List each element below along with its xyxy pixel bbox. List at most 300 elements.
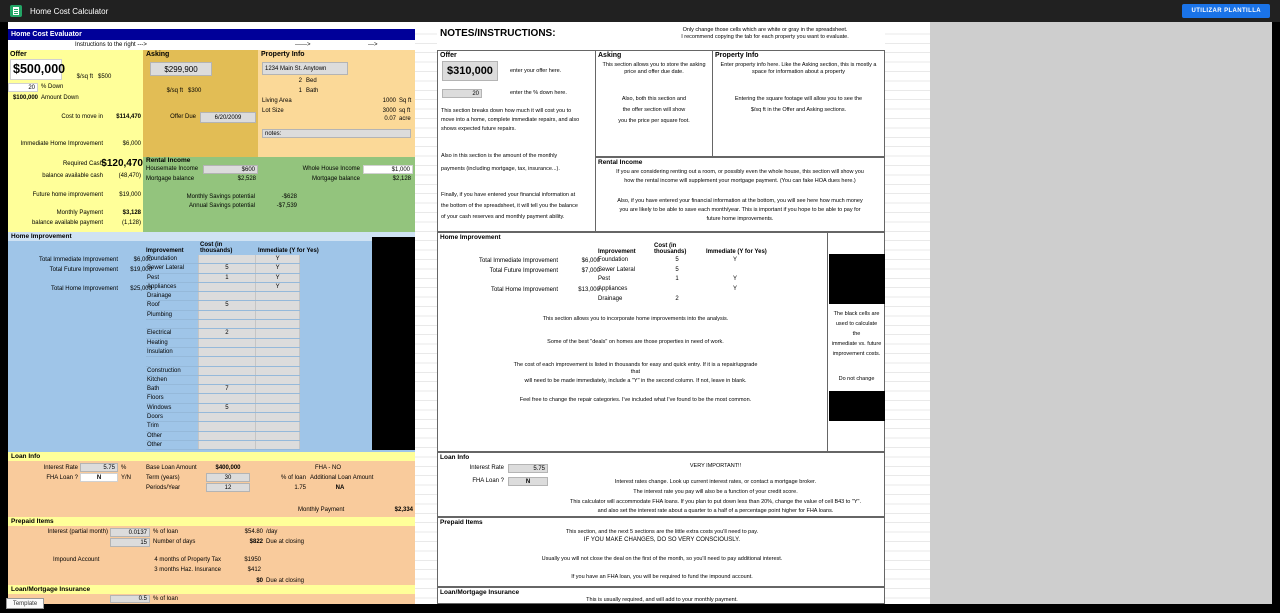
notes-property-p2a: Entering the square footage will allow you to see the xyxy=(734,96,863,102)
offer-price-cell[interactable]: $500,000 xyxy=(10,59,62,80)
amount-down-label: Amount Down xyxy=(41,95,79,101)
total-immediate-label: Total Immediate Improvement xyxy=(38,257,118,263)
prepaid-days-cell[interactable]: 15 xyxy=(110,538,150,547)
prepaid-section xyxy=(8,526,415,585)
improvement-immediate-cell[interactable] xyxy=(256,348,300,356)
balance-payment-label: balance available payment xyxy=(31,220,103,226)
notes-rental-box xyxy=(595,157,885,232)
notes-offer-down-cell[interactable]: 20 xyxy=(442,89,482,98)
base-loan-label: Base Loan Amount xyxy=(146,465,197,471)
improvement-immediate-cell[interactable] xyxy=(256,311,300,319)
improvement-cost-cell[interactable] xyxy=(198,422,257,430)
improvement-cost-cell[interactable] xyxy=(198,432,257,440)
use-template-button[interactable]: UTILIZAR PLANTILLA xyxy=(1182,4,1270,18)
notes-title: NOTES/INSTRUCTIONS: xyxy=(440,28,556,39)
notes-property-p1b: space for information about a property xyxy=(752,69,845,75)
improvement-name: Trim xyxy=(147,423,159,430)
improvement-cost-cell[interactable] xyxy=(198,348,257,356)
black-calc-block-left xyxy=(372,237,415,450)
notes-hi-p3b: that xyxy=(630,369,641,375)
improvement-immediate-cell[interactable] xyxy=(256,385,300,393)
rental-section xyxy=(143,157,415,232)
asking-header: Asking xyxy=(146,51,170,58)
improvement-row xyxy=(146,367,300,376)
improvement-row xyxy=(146,264,300,273)
notes-total-future-label: Total Future Improvement xyxy=(489,268,558,274)
improvement-immediate-cell[interactable] xyxy=(256,422,300,430)
improvement-cost: 1 xyxy=(675,276,679,283)
mortgage-balance2-value: $2,128 xyxy=(392,176,411,182)
property-tax-label: 4 months of Property Tax xyxy=(154,557,221,563)
improvement-row xyxy=(146,413,300,422)
improvement-immediate-cell[interactable]: Y xyxy=(256,283,300,291)
improvement-row xyxy=(598,266,769,276)
insurance-rate-unit: % of loan xyxy=(153,596,179,602)
notes-asking-p1b: price and offer due date. xyxy=(624,69,684,75)
balance-payment-value: (1,128) xyxy=(121,220,141,226)
notes-cell[interactable]: notes: xyxy=(262,129,411,138)
improvement-cost-cell[interactable] xyxy=(198,357,257,365)
notes-hi-box xyxy=(437,232,885,452)
future-hi-value: $19,000 xyxy=(119,192,141,198)
prepaid-band: Prepaid Items xyxy=(8,517,415,526)
improvement-row xyxy=(146,301,300,310)
improvement-row xyxy=(598,256,769,266)
offer-due-label: Offer Due xyxy=(170,114,196,120)
property-section xyxy=(258,50,415,157)
living-area-unit: Sq ft xyxy=(399,98,412,104)
notes-loan-p4: This calculator will accommodate FHA loans. If you plan to put down less than 20%, change the value of cell B43 to "Y". xyxy=(570,499,861,505)
improvement-cost-cell[interactable]: 5 xyxy=(198,404,257,412)
evaluator-banner xyxy=(8,29,415,40)
notes-hi-p4: Feel free to change the repair categories. I've included what I've found to be the most common. xyxy=(519,397,752,403)
page-background xyxy=(930,22,1272,604)
improvement-row xyxy=(146,376,300,385)
housemate-cell[interactable]: $600 xyxy=(203,165,258,174)
haz-insurance-value: $412 xyxy=(247,567,261,573)
doc-title: Home Cost Calculator xyxy=(30,7,109,16)
improvement-row xyxy=(146,311,300,320)
improvement-row xyxy=(146,422,300,431)
interest-rate-label: Interest Rate xyxy=(43,465,78,471)
notes-top-line2: I recommend copying the tab for each property you want to evaluate. xyxy=(681,34,849,40)
improvement-row xyxy=(146,292,300,301)
improvement-cost-cell[interactable] xyxy=(198,283,257,291)
prepaid-rate-cell[interactable]: 0.0137 xyxy=(110,528,150,537)
improvement-row xyxy=(598,295,769,305)
notes-prepaid-box xyxy=(437,517,885,587)
improvement-immediate-cell[interactable] xyxy=(256,394,300,402)
notes-asking-p2b: the offer section will show xyxy=(622,107,686,113)
notes-prepaid-p1: This section, and the next 5 sections are the little extra costs you'll need to pay. xyxy=(565,529,759,535)
improvement-name: Sewer Lateral xyxy=(147,265,185,272)
prepaid-due2-value: $0 xyxy=(256,578,263,584)
notes-total-future-value: $7,000 xyxy=(581,268,600,274)
improvement-name: Other xyxy=(147,432,163,439)
notes-insurance-p1: This is usually required, and will add to your monthly payment. xyxy=(586,597,738,603)
monthly-savings-label: Monthly Savings potential xyxy=(186,194,255,200)
notes-offer-p3a: Finally, if you have entered your financial information at xyxy=(441,192,576,198)
property-header: Property Info xyxy=(261,51,305,58)
improvement-name: Foundation xyxy=(147,256,178,262)
improvement-name: Insulation xyxy=(147,348,173,355)
improvement-immediate xyxy=(701,295,769,305)
home-improvement-band: Home Improvement xyxy=(8,232,415,241)
immediate-hi-label: Immediate Home Improvement xyxy=(20,141,103,147)
improvement-row xyxy=(146,394,300,403)
acre-unit: acre xyxy=(399,116,411,122)
improvement-name: Roof xyxy=(147,302,160,309)
offer-header: Offer xyxy=(10,51,27,58)
hi-col-cost-1: Cost (in xyxy=(200,242,223,248)
improvement-name: Appliances xyxy=(147,283,177,290)
improvement-name: Foundation xyxy=(598,257,629,263)
improvement-immediate-cell[interactable] xyxy=(256,339,300,347)
improvement-immediate-cell[interactable] xyxy=(256,441,300,449)
side-note-2: used to calculate xyxy=(835,321,878,327)
improvement-name: Pest xyxy=(147,274,160,281)
total-future-value: $19,000 xyxy=(130,267,152,273)
bath-value: 1 xyxy=(298,88,302,94)
notes-property-header: Property Info xyxy=(715,52,759,59)
prepaid-rate-unit: % of loan xyxy=(153,529,179,535)
lot-size-value: 3000 xyxy=(382,108,396,114)
fha-loan-cell[interactable]: N xyxy=(80,473,118,482)
bed-value: 2 xyxy=(298,78,302,84)
prepaid-due1-label: Due at closing xyxy=(266,539,305,545)
lot-size-unit: sq ft xyxy=(399,108,411,114)
improvement-immediate-cell[interactable] xyxy=(256,329,300,337)
cost-move-value: $114,470 xyxy=(116,114,141,120)
black-calc-block-top xyxy=(829,254,885,304)
arrow-long: ------> xyxy=(295,42,311,48)
improvement-cost-cell[interactable] xyxy=(198,376,257,384)
arrow-short: ---> xyxy=(368,42,378,48)
notes-hi-col-cost-1: Cost (in xyxy=(654,243,677,249)
pct-loan-value: 1.75 xyxy=(294,485,306,491)
notes-fha-cell[interactable]: N xyxy=(508,477,548,486)
insurance-band: Loan/Mortgage Insurance xyxy=(8,585,415,594)
prepaid-interest-label: Interest (partial month) xyxy=(47,529,108,535)
notes-loan-p3: The interest rate you pay will also be a function of your credit score. xyxy=(633,489,798,495)
monthly-savings-value: -$628 xyxy=(281,194,297,200)
interest-rate-cell[interactable]: 5.75 xyxy=(80,463,118,472)
notes-offer-p1c: shows expected future repairs. xyxy=(441,126,516,132)
sheet-tab-template[interactable]: Template xyxy=(6,598,44,609)
evaluator-title: Home Cost Evaluator xyxy=(11,31,82,38)
improvement-row xyxy=(146,283,300,292)
home-improvement-section xyxy=(8,232,415,452)
offer-section xyxy=(8,50,143,232)
bed-label: Bed xyxy=(306,78,317,84)
prepaid-due2-label: Due at closing xyxy=(266,578,305,584)
side-note-do-not-change: Do not change xyxy=(838,376,875,382)
notes-offer-p2a: Also in this section is the amount of the monthly xyxy=(441,153,558,159)
notes-prepaid-p4: If you have an FHA loan, you will be required to fund the impound account. xyxy=(571,574,753,580)
improvement-name: Floors xyxy=(147,395,164,402)
down-pct-cell[interactable]: 20 xyxy=(8,83,38,92)
improvement-table xyxy=(146,255,300,450)
improvement-cost-cell[interactable] xyxy=(198,255,257,263)
future-hi-label: Future home improvement xyxy=(32,192,103,198)
mortgage-balance2-label: Mortgage balance xyxy=(311,176,360,182)
prepaid-per-day-unit: /day xyxy=(266,529,278,535)
notes-hi-header: Home Improvement xyxy=(440,234,501,241)
improvement-immediate-cell[interactable]: Y xyxy=(256,255,300,263)
whole-house-label: Whole House Income xyxy=(302,166,360,172)
improvement-name: Drainage xyxy=(147,293,172,300)
improvement-cost-cell[interactable] xyxy=(198,292,257,300)
interest-rate-unit: % xyxy=(121,465,127,471)
notes-property-p1a: Enter property info here. Like the Asking section, this is mostly a xyxy=(720,62,877,68)
prepaid-days-label: Number of days xyxy=(153,539,196,545)
improvement-immediate-cell[interactable] xyxy=(256,292,300,300)
balance-cash-value: (48,470) xyxy=(118,173,141,179)
improvement-immediate-cell[interactable] xyxy=(256,367,300,375)
offer-due-cell[interactable]: 6/20/2009 xyxy=(200,112,256,123)
improvement-cost: 5 xyxy=(675,266,679,273)
asking-price-cell[interactable]: $299,900 xyxy=(150,62,212,76)
down-pct-label: % Down xyxy=(41,84,64,90)
bottom-bar xyxy=(0,604,1280,613)
sheets-icon xyxy=(10,5,22,17)
notes-hi-p3a: The cost of each improvement is listed in thousands for easy and quick entry. If it is a repair/upgrade xyxy=(513,362,758,368)
living-area-label: Living Area xyxy=(262,98,292,104)
term-cell[interactable]: 30 xyxy=(206,473,250,482)
improvement-cost: 5 xyxy=(675,257,679,263)
side-note-5: improvement costs. xyxy=(832,351,881,357)
improvement-row xyxy=(598,285,769,295)
periods-cell[interactable]: 12 xyxy=(206,483,250,492)
improvement-name: Bath xyxy=(147,386,160,393)
side-note-1: The black cells are xyxy=(833,311,880,317)
improvement-name: Drainage xyxy=(598,295,623,302)
empty-column-gap xyxy=(415,25,437,604)
notes-hi-col-improvement: Improvement xyxy=(598,249,636,255)
improvement-cost-cell[interactable]: 2 xyxy=(198,329,257,337)
improvement-cost-cell[interactable] xyxy=(198,413,257,421)
improvement-row xyxy=(146,329,300,338)
notes-property-p2b: $/sq ft in the Offer and Asking sections. xyxy=(750,107,847,113)
fha-loan-label: FHA Loan ? xyxy=(46,475,78,481)
notes-prepaid-header: Prepaid Items xyxy=(440,519,483,526)
improvement-cost-cell[interactable]: 5 xyxy=(198,264,257,272)
notes-loan-box xyxy=(437,452,885,517)
loan-monthly-payment-label: Monthly Payment xyxy=(298,507,345,513)
improvement-name: Construction xyxy=(147,367,181,374)
improvement-cost: 2 xyxy=(675,295,679,302)
improvement-immediate xyxy=(701,266,769,276)
loan-monthly-payment-value: $2,334 xyxy=(394,507,413,513)
notes-fha-label: FHA Loan ? xyxy=(472,478,504,484)
improvement-cost-cell[interactable] xyxy=(198,441,257,449)
notes-asking-p2a: Also, both this section and xyxy=(621,96,687,102)
improvement-cost-cell[interactable] xyxy=(198,394,257,402)
notes-rental-p2b: you are likely to be able to save each month/year. This is important if you hope to be able to pay for xyxy=(619,207,861,213)
empty-columns-right xyxy=(885,25,930,604)
notes-offer-p3b: the bottom of the spreadsheet, it will tell you the balance xyxy=(441,203,578,209)
notes-loan-p2: Interest rates change. Look up current interest rates, or contact a mortgage broker. xyxy=(614,479,817,485)
notes-hi-col-immediate: Immediate (Y for Yes) xyxy=(706,249,767,255)
required-cash-value: $120,470 xyxy=(101,158,143,169)
additional-loan-label: Additional Loan Amount xyxy=(310,475,374,481)
improvement-name: Sewer Lateral xyxy=(598,266,636,273)
offer-sqft-label: $/sq ft xyxy=(76,74,93,80)
whole-house-cell[interactable]: $1,000 xyxy=(363,165,413,174)
total-immediate-value: $6,000 xyxy=(133,257,152,263)
notes-rental-p1b: how the rental income will supplement your mortgage payment. (You can fake HOA dues here.) xyxy=(624,178,856,184)
asking-sqft-value: $300 xyxy=(188,88,202,94)
notes-top-line1: Only change those cells which are white or gray in the spreadsheet. xyxy=(682,27,848,33)
improvement-immediate-cell[interactable]: Y xyxy=(256,264,300,272)
improvement-cost-cell[interactable]: 7 xyxy=(198,385,257,393)
notes-loan-p5: and also set the interest rate about a quarter to a half of a percentage point higher for FHA loans. xyxy=(597,508,834,514)
pct-loan-label: % of loan xyxy=(280,475,306,481)
notes-offer-down-hint: enter the % down here. xyxy=(510,90,567,96)
side-note-3: the xyxy=(852,331,861,337)
prepaid-due1-value: $822 xyxy=(249,539,263,545)
improvement-name: Other xyxy=(147,441,163,448)
left-frame-edge xyxy=(0,22,8,613)
impound-label: Impound Account xyxy=(53,557,100,563)
notes-interest-cell[interactable]: 5.75 xyxy=(508,464,548,473)
notes-prepaid-p3: Usually you will not close the deal on the first of the month, so you'll need to pay additional interest. xyxy=(541,556,783,562)
notes-prepaid-p2: IF YOU MAKE CHANGES, DO SO VERY CONSCIOUSLY. xyxy=(583,537,741,543)
notes-asking-p1a: This section allows you to store the asking xyxy=(602,62,706,68)
notes-offer-header: Offer xyxy=(440,52,457,59)
improvement-immediate-cell[interactable] xyxy=(256,320,300,328)
loan-info-band: Loan Info xyxy=(8,452,415,461)
improvement-immediate-cell[interactable] xyxy=(256,432,300,440)
address-cell[interactable]: 1234 Main St. Anytown xyxy=(262,62,348,75)
notes-hi-p2: Some of the best "deals" on homes are those properties in need of work. xyxy=(547,339,724,345)
improvement-row xyxy=(146,320,300,329)
improvement-cost-cell[interactable] xyxy=(198,320,257,328)
haz-insurance-label: 3 months Haz. Insurance xyxy=(154,567,221,573)
notes-hi-col-cost-2: thousands) xyxy=(654,249,687,255)
improvement-cost-cell[interactable] xyxy=(198,367,257,375)
improvement-immediate-cell[interactable] xyxy=(256,301,300,309)
improvement-cost xyxy=(653,285,701,295)
improvement-row xyxy=(146,385,300,394)
notes-rental-header: Rental Income xyxy=(598,159,643,166)
improvement-immediate-cell[interactable] xyxy=(256,413,300,421)
balance-cash-label: balance available cash xyxy=(42,173,103,179)
improvement-immediate: Y xyxy=(732,276,737,283)
prepaid-per-day: $54.80 xyxy=(244,529,263,535)
mortgage-balance1-value: $2,528 xyxy=(237,176,256,182)
notes-offer-p1b: move into a home, complete immediate repairs, and also xyxy=(441,117,580,123)
notes-asking-box xyxy=(595,50,713,157)
improvement-name: Plumbing xyxy=(147,311,173,318)
housemate-label: Housemate Income xyxy=(146,166,199,172)
notes-offer-box xyxy=(437,50,596,232)
asking-sqft-label: $/sq ft xyxy=(166,88,183,94)
notes-improvement-table xyxy=(598,256,769,304)
improvement-immediate-cell[interactable] xyxy=(256,376,300,384)
notes-total-immediate-value: $6,000 xyxy=(581,258,600,264)
rental-header: Rental Income xyxy=(146,157,191,164)
notes-hi-p3c: will need to be made immediately, include a "Y" in the second column. If not, leave in blank. xyxy=(524,378,747,384)
cost-move-label: Cost to move in xyxy=(61,114,103,120)
improvement-row xyxy=(146,339,300,348)
total-home-label: Total Home Improvement xyxy=(50,286,118,292)
improvement-name: Pest xyxy=(598,276,611,283)
improvement-immediate: Y xyxy=(732,286,737,293)
notes-property-box xyxy=(712,50,885,157)
improvement-row xyxy=(146,255,300,264)
improvement-row xyxy=(146,432,300,441)
amount-down-value: $100,000 xyxy=(12,95,38,101)
improvement-cost-cell[interactable]: 5 xyxy=(198,301,257,309)
annual-savings-value: -$7,539 xyxy=(276,203,297,209)
lot-size-label: Lot Size xyxy=(262,108,284,114)
immediate-hi-value: $6,000 xyxy=(122,141,141,147)
notes-rental-p2a: Also, if you have entered your financial information at the bottom, you will see here how much money xyxy=(617,198,863,204)
notes-offer-p1a: This section breaks down how much it will cost you to xyxy=(441,108,572,114)
improvement-row xyxy=(146,441,300,450)
improvement-immediate-cell[interactable] xyxy=(256,357,300,365)
improvement-name: Heating xyxy=(147,339,168,346)
total-home-value: $25,000 xyxy=(130,286,152,292)
periods-label: Periods/Year xyxy=(146,485,181,491)
notes-offer-p2b: payments (including mortgage, tax, insurance...). xyxy=(441,166,560,172)
offer-sqft-value: $500 xyxy=(98,74,112,80)
improvement-row xyxy=(146,348,300,357)
side-note-4: immediate vs. future xyxy=(831,341,882,347)
additional-loan-value: NA xyxy=(335,485,345,491)
notes-asking-header: Asking xyxy=(598,52,622,59)
notes-offer-price-cell[interactable]: $310,000 xyxy=(442,61,498,81)
insurance-section xyxy=(8,594,415,604)
improvement-row xyxy=(598,275,769,285)
improvement-cost-cell[interactable]: 1 xyxy=(198,274,257,282)
notes-rental-p2c: future home improvements. xyxy=(706,216,774,222)
notes-interest-label: Interest Rate xyxy=(469,465,504,471)
acre-value: 0.07 xyxy=(384,116,396,122)
improvement-cost-cell[interactable] xyxy=(198,311,257,319)
base-loan-value: $400,000 xyxy=(215,465,241,471)
improvement-row xyxy=(146,404,300,413)
notes-asking-p2c: you the price per square foot. xyxy=(618,118,690,124)
notes-loan-header: Loan Info xyxy=(440,454,470,461)
insurance-rate-cell[interactable]: 0.5 xyxy=(110,595,150,603)
notes-total-home-label: Total Home Improvement xyxy=(490,287,558,293)
living-area-value: 1000 xyxy=(382,98,396,104)
improvement-immediate-cell[interactable]: Y xyxy=(256,274,300,282)
improvement-cost-cell[interactable] xyxy=(198,339,257,347)
hi-col-improvement: Improvement xyxy=(146,248,184,254)
top-bar xyxy=(0,0,1280,22)
fha-no-text: FHA - NO xyxy=(314,465,341,471)
improvement-immediate-cell[interactable] xyxy=(256,404,300,412)
monthly-payment-label: Monthly Payment xyxy=(56,210,103,216)
notes-insurance-box xyxy=(437,587,885,604)
term-label: Term (years) xyxy=(146,475,180,481)
asking-section xyxy=(143,50,258,157)
notes-total-home-value: $13,000 xyxy=(578,287,600,293)
hi-col-immediate: Immediate (Y for Yes) xyxy=(258,248,319,254)
improvement-name: Electrical xyxy=(147,330,172,337)
monthly-payment-value: $3,128 xyxy=(122,210,141,216)
improvement-name: Kitchen xyxy=(147,376,168,383)
bath-label: Bath xyxy=(306,88,319,94)
improvement-name xyxy=(146,357,198,365)
notes-rental-p1a: If you are considering renting out a room, or possibly even the whole house, this section will show you xyxy=(616,169,864,175)
improvement-row xyxy=(146,274,300,283)
notes-hi-p1: This section allows you to incorporate home improvements into the analysis. xyxy=(542,316,729,322)
hi-col-cost-2: thousands) xyxy=(200,248,233,254)
